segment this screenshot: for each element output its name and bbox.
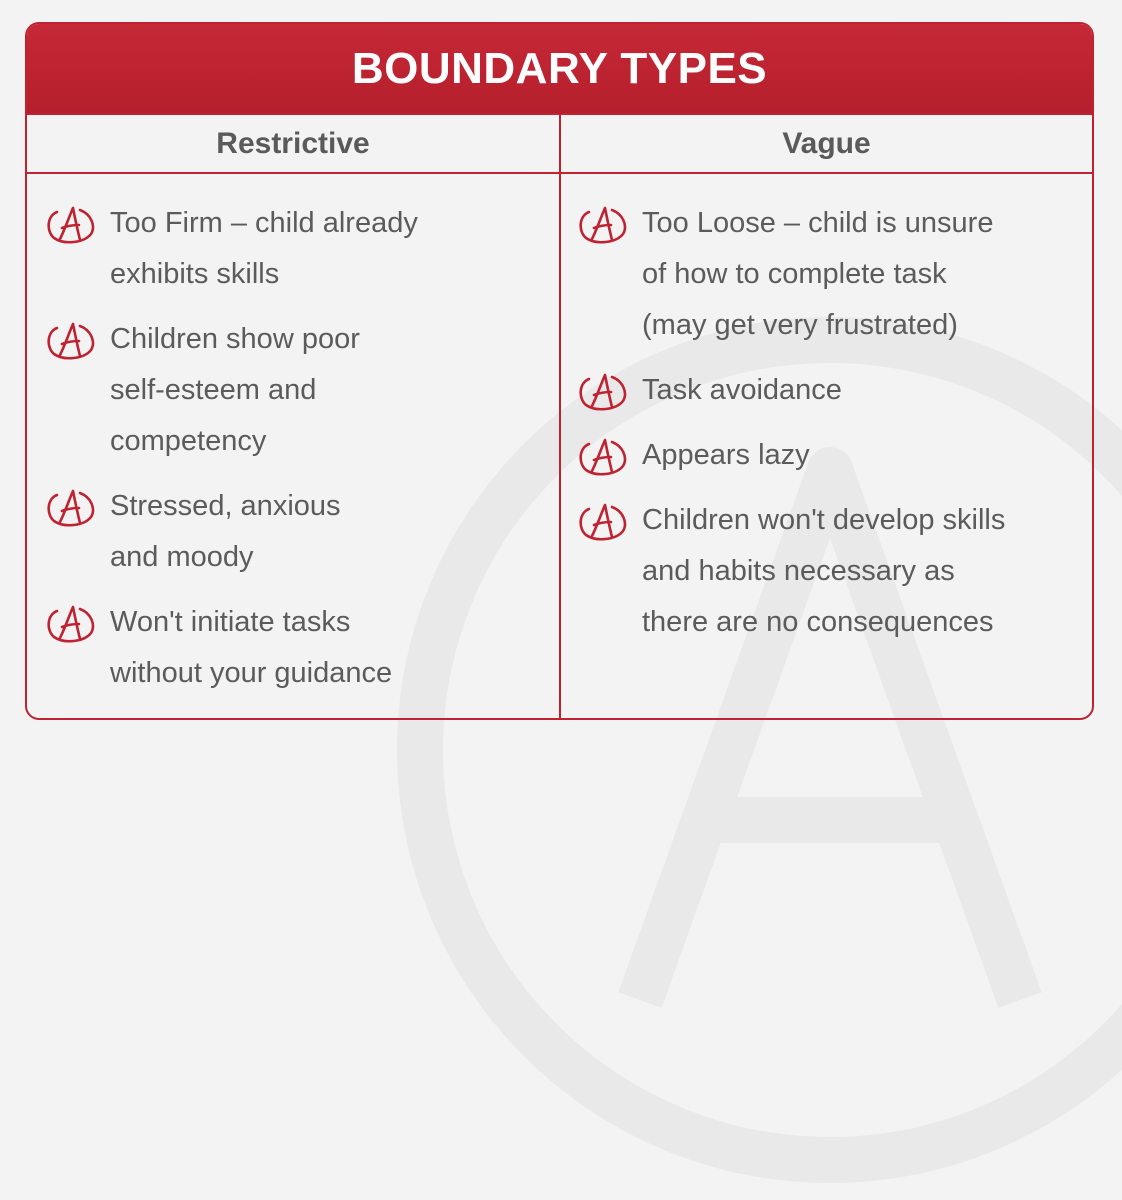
list-item-text: Children show poor self-esteem and competency [110,323,360,457]
grade-a-icon [44,203,96,245]
restrictive-list [27,174,559,699]
restrictive-header: Restrictive [27,115,559,174]
columns [27,115,1092,718]
list-item [576,365,1092,416]
card-title: BOUNDARY TYPES [351,43,768,93]
grade-a-icon [576,203,628,245]
title-bar [27,24,1092,115]
list-item [44,597,559,699]
list-item [576,198,1092,351]
boundary-types-card [25,22,1094,720]
grade-a-icon [576,370,628,412]
grade-a-icon [44,602,96,644]
vague-list [561,174,1092,648]
list-item-text: Task avoidance [642,374,842,406]
list-item [44,198,559,300]
list-item [576,430,1092,481]
grade-a-icon [44,319,96,361]
grade-a-icon [576,435,628,477]
list-item-text: Too Firm – child already exhibits skills [110,207,418,290]
vague-column [561,115,1092,718]
list-item [44,314,559,467]
list-item-text: Stressed, anxious and moody [110,490,341,573]
list-item [44,481,559,583]
list-item-text: Children won't develop skills and habits necessary as there are no consequences [642,504,1006,638]
grade-a-icon [576,500,628,542]
list-item-text: Won't initiate tasks without your guidance [110,606,393,689]
vague-header: Vague [561,115,1092,174]
list-item-text: Appears lazy [642,439,810,471]
list-item [576,495,1092,648]
grade-a-icon [44,486,96,528]
list-item-text: Too Loose – child is unsure of how to complete task (may get very frustrated) [642,207,994,341]
restrictive-column [27,115,561,718]
